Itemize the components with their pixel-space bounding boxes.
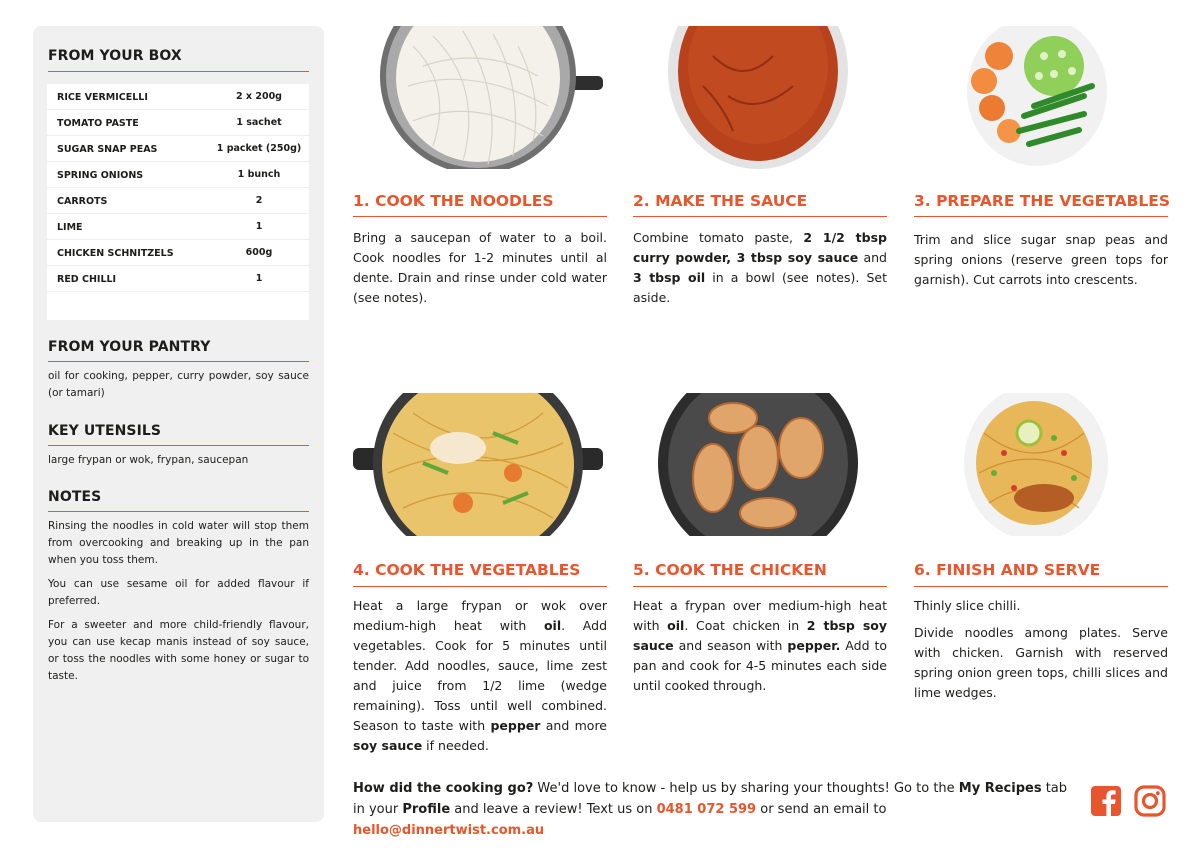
step-2-title: 2. MAKE THE SAUCE [633,192,808,210]
step-2-text [633,228,887,308]
heading-rule [48,71,309,72]
footer-text: tab in your [353,781,1068,817]
noodles-in-saucepan-photo [353,26,603,169]
ingredient-row [47,240,309,266]
step-3-text [914,230,1168,290]
ingredient-row [47,266,309,292]
step-text-run: Combine tomato paste, [633,230,804,245]
step-text-run: Bring a saucepan of water to a boil. Cook noodles for 1-2 minutes until al dente. Drain and rinse under cold water (see notes). [353,230,607,305]
footer-text: We'd love to know - help us by sharing your thoughts! Go to the [533,781,959,796]
step-5-text [633,596,887,696]
from-your-box-heading: FROM YOUR BOX [48,48,182,64]
bold-ingredient: pepper. [787,638,841,653]
step-paragraph [633,596,887,696]
bold-ingredient: 2 tbsp soy sauce [633,618,888,653]
noodles-in-wok-photo [353,393,603,536]
ingredient-qty: 1 [255,221,263,232]
step-1-text [353,228,607,308]
instagram-icon[interactable] [1134,785,1166,817]
step-rule [914,216,1168,217]
step-text-run: Heat a frypan over medium-high heat with [633,598,887,633]
from-your-pantry-heading: FROM YOUR PANTRY [48,339,211,355]
step-text-run: Add to pan and cook for 4-5 minutes each side until cooked through. [633,638,887,693]
note-text: Rinsing the noodles in cold water will stop them from overcooking and breaking up in the pan when you toss them. [48,520,309,566]
step-6-text [914,596,1168,703]
ingredient-qty: 2 x 200g [236,91,282,102]
footer-text: and leave a review! Text us on [450,802,657,817]
step-text-run: Heat a large frypan or wok over medium-high heat with [353,598,607,633]
step-paragraph [633,228,887,308]
step-paragraph [353,596,607,756]
step-text-run: and season with [673,638,788,653]
step-rule [633,216,887,217]
step-4-title: 4. COOK THE VEGETABLES [353,561,581,579]
step-1-title: 1. COOK THE NOODLES [353,192,554,210]
step-text-run: and more [540,718,607,733]
step-paragraph [914,623,1168,703]
heading-rule [48,445,309,446]
utensils-text: large frypan or wok, frypan, saucepan [48,454,249,466]
ingredient-row [47,188,309,214]
ingredient-row [47,162,309,188]
step-3-title: 3. PREPARE THE VEGETABLES [914,192,1171,210]
note-text: For a sweeter and more child-friendly flavour, you can use kecap manis instead of soy sauce, or toss the noodles with some honey or sugar to taste. [48,619,309,682]
ingredient-row [47,84,309,110]
step-rule [914,586,1168,587]
step-text-run: . Coat chicken in [684,618,807,633]
feedback-footer [353,778,1078,841]
step-paragraph [353,228,607,308]
ingredient-name: CARROTS [57,196,108,207]
facebook-icon[interactable] [1090,785,1122,817]
ingredient-name: CHICKEN SCHNITZELS [57,248,174,259]
step-rule [633,586,887,587]
step-4-text [353,596,607,756]
step-text-run: . Add vegetables. Cook for 5 minutes until tender. Add noodles, sauce, lime zest and juice from 1/2 lime (wedge remaining). Toss until well combined. Season to taste with [353,618,608,733]
bold-ingredient: oil [543,618,562,633]
bold-ingredient: pepper [490,718,541,733]
ingredient-qty: 1 bunch [237,169,281,180]
ingredient-name: RICE VERMICELLI [57,92,148,103]
footer-question: How did the cooking go? [353,781,534,796]
chicken-in-frypan-photo [633,393,883,536]
ingredient-qty: 1 [255,273,263,284]
vegetables-on-plate-photo [914,26,1164,169]
served-plate-photo [914,393,1164,536]
key-utensils-heading: KEY UTENSILS [48,423,162,439]
ingredients-table [47,84,309,320]
step-text-run: and [858,250,887,265]
heading-rule [48,511,309,512]
step-text-run: Thinly slice chilli. [914,598,1021,613]
ingredient-name: TOMATO PASTE [57,118,139,129]
ingredient-qty: 1 packet (250g) [216,143,302,154]
bold-ingredient: oil [667,618,685,633]
step-paragraph [914,596,1168,616]
step-5-title: 5. COOK THE CHICKEN [633,561,827,579]
ingredient-name: SPRING ONIONS [57,170,144,181]
ingredient-qty: 1 sachet [236,117,282,128]
step-text-run: if needed. [422,738,489,753]
step-text-run: in a bowl (see notes). Set aside. [633,270,887,305]
bold-ingredient: 2 1/2 tbsp curry powder, 3 tbsp soy sauce [633,230,887,265]
step-paragraph [914,230,1168,290]
pantry-text: oil for cooking, pepper, curry powder, soy sauce (or tamari) [48,370,309,399]
ingredient-row [47,136,309,162]
notes-heading: NOTES [48,489,102,505]
heading-rule [48,361,309,362]
ingredient-qty: 2 [255,195,263,206]
phone-link[interactable]: 0481 072 599 [656,802,757,817]
ingredient-row [47,214,309,240]
step-rule [353,216,607,217]
step-text-run: Trim and slice sugar snap peas and spring onions (reserve green tops for garnish). Cut carrots into crescents. [914,232,1168,287]
step-6-title: 6. FINISH AND SERVE [914,561,1101,579]
footer-text: or send an email to [756,802,887,817]
ingredient-name: RED CHILLI [57,274,117,285]
email-link[interactable]: hello@dinnertwist.com.au [353,823,545,838]
note-text: You can use sesame oil for added flavour if preferred. [48,578,309,607]
sauce-in-bowl-photo [633,26,883,169]
ingredient-name: LIME [57,222,83,233]
ingredient-row [47,110,309,136]
my-recipes-link[interactable]: My Recipes [958,781,1042,796]
bold-ingredient: 3 tbsp oil [633,270,706,285]
ingredients-sidebar [33,26,324,822]
step-rule [353,586,607,587]
ingredient-qty: 600g [245,247,273,258]
ingredient-name: SUGAR SNAP PEAS [57,144,158,155]
profile-link[interactable]: Profile [402,802,451,817]
bold-ingredient: soy sauce [353,738,423,753]
step-text-run: Divide noodles among plates. Serve with chicken. Garnish with reserved spring onion green tops, chilli slices and lime wedges. [914,625,1168,700]
